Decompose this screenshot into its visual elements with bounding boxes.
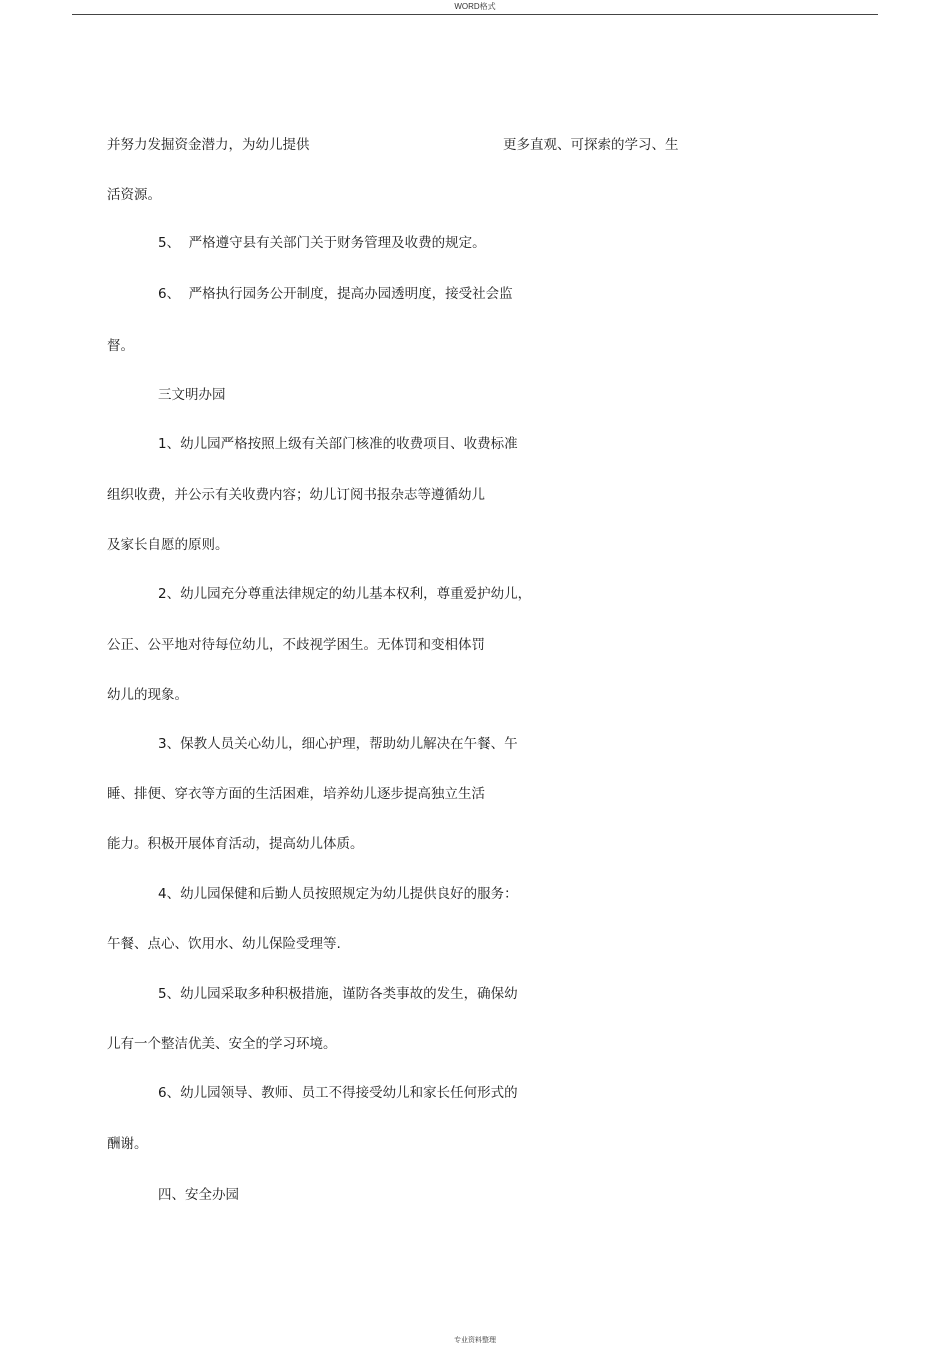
body-line: 及家长自愿的原则。 — [107, 537, 229, 553]
body-line: 能力。积极开展体育活动，提高幼儿体质。 — [107, 836, 364, 852]
body-line: 酬谢。 — [107, 1136, 148, 1152]
body-line: 睡、排便、穿衣等方面的生活困难，培养幼儿逐步提高独立生活 — [107, 786, 485, 802]
body-line: 公正、公平地对待每位幼儿，不歧视学困生。无体罚和变相体罚 — [107, 637, 485, 653]
body-line: 活资源。 — [107, 187, 161, 203]
body-line: 3、保教人员关心幼儿，细心护理，帮助幼儿解决在午餐、午 — [158, 736, 518, 752]
section-heading: 四、安全办园 — [158, 1187, 239, 1203]
body-line: 儿有一个整洁优美、安全的学习环境。 — [107, 1036, 337, 1052]
body-line: 督。 — [107, 338, 134, 354]
body-line: 午餐、点心、饮用水、幼儿保险受理等. — [107, 936, 341, 952]
body-line: 5、幼儿园采取多种积极措施，谨防各类事故的发生，确保幼 — [158, 986, 518, 1002]
body-line: 6、幼儿园领导、教师、员工不得接受幼儿和家长任何形式的 — [158, 1085, 518, 1101]
section-heading: 三文明办园 — [158, 387, 226, 403]
page-header: WORD格式 — [454, 2, 496, 11]
body-line: 幼儿的现象。 — [107, 687, 188, 703]
body-line: 组织收费，并公示有关收费内容；幼儿订阅书报杂志等遵循幼儿 — [107, 487, 485, 503]
body-line: 1、幼儿园严格按照上级有关部门核准的收费项目、收费标准 — [158, 436, 518, 452]
body-line: 并努力发掘资金潜力，为幼儿提供 — [107, 137, 310, 153]
page-footer: 专业资料整理 — [454, 1336, 496, 1344]
body-line: 2、幼儿园充分尊重法律规定的幼儿基本权利，尊重爱护幼儿， — [158, 586, 532, 602]
header-divider — [72, 14, 878, 15]
body-line: 5、 严格遵守县有关部门关于财务管理及收费的规定。 — [158, 235, 486, 251]
body-line: 4、幼儿园保健和后勤人员按照规定为幼儿提供良好的服务： — [158, 886, 518, 902]
body-line: 更多直观、可探索的学习、生 — [503, 137, 679, 153]
body-line: 6、 严格执行园务公开制度，提高办园透明度，接受社会监 — [158, 286, 513, 302]
